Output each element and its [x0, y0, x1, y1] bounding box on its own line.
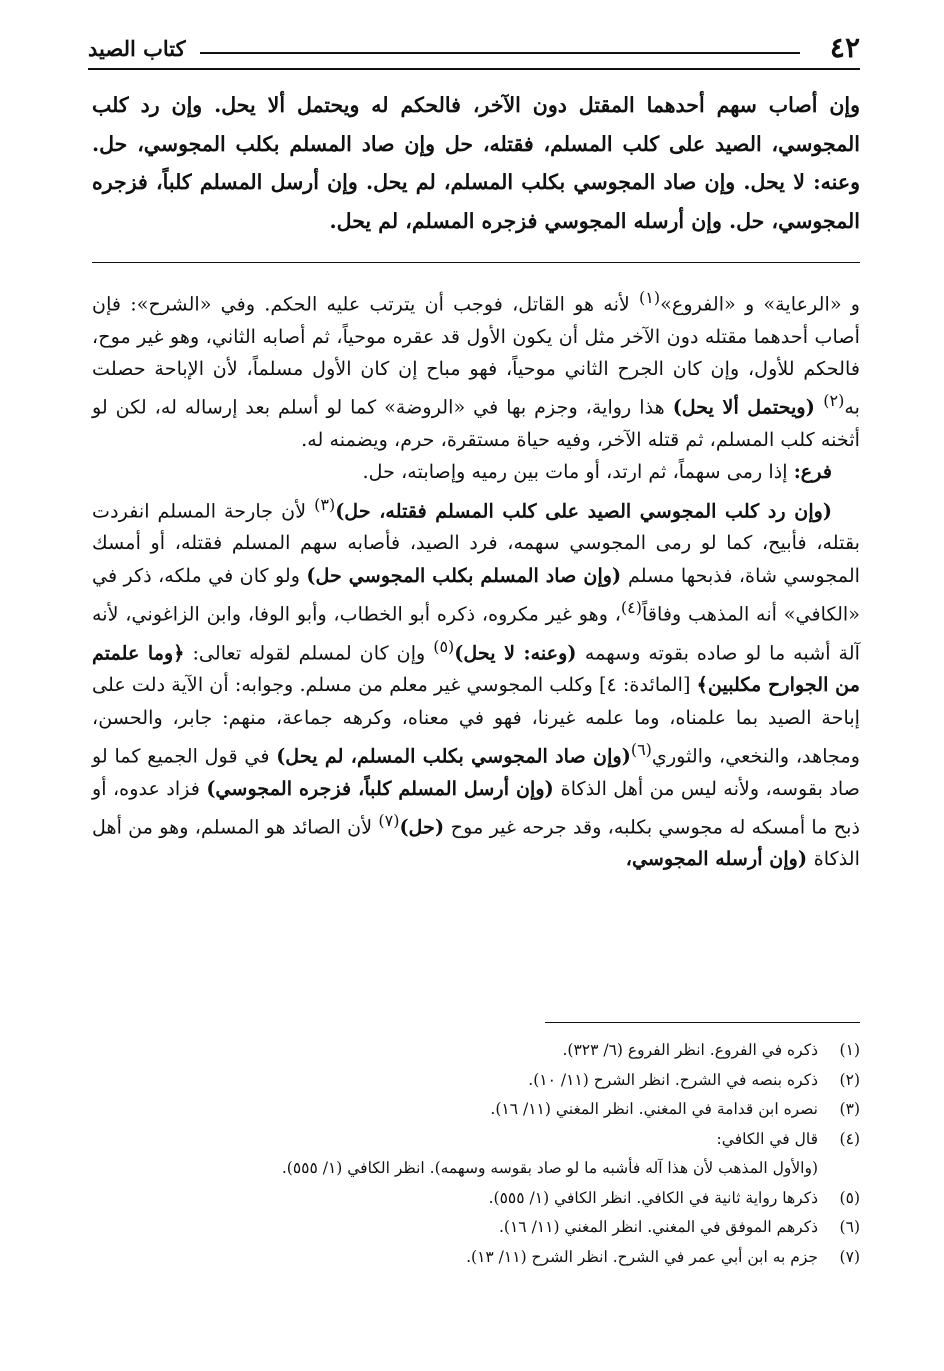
footnote-ref[interactable]: (٥) — [433, 636, 455, 656]
page-header — [88, 30, 860, 70]
text-commentary-separator — [92, 262, 860, 263]
footnote-text: ذكره بنصه في الشرح. انظر الشرح (١١/ ١٠). — [528, 1070, 818, 1089]
footnote-number: (٧) — [839, 1247, 860, 1266]
footnote-ref[interactable]: (١) — [639, 288, 661, 307]
quran-quote: ﴿وما علمتم من الجوارح مكلبين﴾ — [92, 640, 861, 697]
commentary-paragraph-2 — [92, 456, 860, 488]
footnote-ref[interactable]: (٧) — [378, 810, 400, 830]
footnote-ref[interactable]: (٤) — [620, 597, 643, 617]
quoted-matn: (وإن أرسل المسلم كلباً، فزجره المجوسي) — [206, 776, 561, 800]
quoted-matn: (وعنه: لا يحل) — [454, 640, 585, 664]
quoted-matn: (وإن صاد المجوسي بكلب المسلم، لم يحل) — [276, 744, 631, 768]
commentary-text: في قول الجميع كما لو صاد بقوسه، ولأنه ليس من أهل الذكاة — [92, 744, 861, 800]
commentary-paragraph-1 — [92, 282, 860, 456]
footnote-text: جزم به ابن أبي عمر في الشرح. انظر الشرح (١١/ ١٣). — [466, 1247, 818, 1266]
commentary-text: [المائدة: ٤] وكلب المجوسي غير معلم من مسلم. وجوابه: أن الآية دلت على إباحة الصيد بما علمناه، وما علمه غيرنا، فهو في معناه، وكرهه جماعة، منهم: جابر، والحسن، ومجاهد، والنخعي، والثوري — [92, 673, 860, 768]
commentary-text: فزاد عدوه، أو ذبح ما أمسكه له مجوسي بكلبه، وقد جرحه غير موح — [92, 776, 860, 839]
branch-label: فرع: — [793, 460, 832, 484]
footnote-number: (٢) — [839, 1070, 860, 1089]
footnote-number: (٣) — [839, 1100, 860, 1118]
footnote-item — [92, 1243, 860, 1273]
commentary — [92, 282, 860, 876]
commentary-text: لأنه هو القاتل، فوجب أن يترتب عليه الحكم. وفي «الشرح»: فإن أصاب أحدهما مقتله دون الآخر مثل أن يكون الأول قد عقره موحياً، ثم أصابه الثاني، وهو غير موح، فالحكم للأول، وإن كان الجرح الثاني موحياً، فهو مباح إن كان الأول مسلماً، لأن الإباحة حصلت به — [92, 292, 860, 419]
commentary-text: وإن كان لمسلم لقوله تعالى: — [184, 640, 434, 664]
footnote-item — [92, 1066, 860, 1096]
footnote-separator — [545, 1022, 860, 1023]
footnote-number: (٤) — [839, 1129, 860, 1148]
footnote-item — [92, 1125, 860, 1155]
commentary-text: لأن جارحة المسلم انفردت بقتله، فأبيح، كما لو رمى المجوسي سهمه، فرد الصيد، فأصابه سهم المسلم فقتله، أو أمسك المجوسي شاة، فذبحها مسلم — [92, 498, 860, 587]
footnote-item — [92, 1184, 860, 1214]
footnote-item — [92, 1036, 860, 1066]
commentary-text: ، وهو غير مكروه، ذكره أبو الخطاب، وأبو الوفا، وابن الزاغوني، لأنه آلة أشبه ما لو صاده بقوته وسهمه — [92, 602, 860, 664]
commentary-text: و «الرعاية» و «الفروع» — [660, 292, 860, 316]
footnote-text: ذكرهم الموفق في المغني. انظر المغني (١١/ ١٦). — [499, 1218, 818, 1236]
quoted-matn: (وإن أرسله المجوسي، — [625, 847, 814, 871]
footnote-text: ذكره في الفروع. انظر الفروع (٦/ ٣٢٣). — [562, 1041, 818, 1059]
quoted-matn: (وإن صاد المسلم بكلب المجوسي حل) — [306, 563, 629, 587]
footnote-ref[interactable]: (٦) — [630, 739, 652, 759]
footnote-item — [92, 1095, 860, 1125]
footnote-text: قال في الكافي: — [716, 1129, 818, 1148]
quoted-matn: (ويحتمل ألا يحل) — [672, 395, 824, 419]
footnote-number: (١) — [839, 1041, 860, 1059]
header-underline — [88, 68, 860, 70]
footnotes — [92, 1036, 860, 1272]
footnote-number: (٥) — [839, 1188, 860, 1207]
footnote-text: ذكرها رواية ثانية في الكافي. انظر الكافي (١/ ٥٥٥). — [488, 1188, 818, 1207]
footnote-item — [92, 1213, 860, 1243]
footnote-number: (٦) — [839, 1218, 860, 1236]
footnote-text: نصره ابن قدامة في المغني. انظر المغني (١١/ ١٦). — [490, 1100, 818, 1118]
footnote-quote: (والأول المذهب لأن هذا آله فأشبه ما لو صاد بقوسه وسهمه). انظر الكافي (١/ ٥٥٥). — [281, 1159, 818, 1177]
quoted-matn: (وإن رد كلب المجوسي الصيد على كلب المسلم فقتله، حل) — [335, 498, 832, 522]
quoted-matn: (حل) — [399, 815, 451, 839]
commentary-paragraph-3 — [92, 489, 860, 876]
footnote-ref[interactable]: (٣) — [314, 494, 336, 514]
commentary-text: لأن الصائد هو المسلم، وهو من أهل الذكاة — [92, 815, 860, 871]
main-text: وإن أصاب سهم أحدهما المقتل دون الآخر، فالحكم له ويحتمل ألا يحل. وإن رد كلب المجوسي، الصيد على كلب المسلم، فقتله، حل وإن صاد المسلم بكلب المجوسي، حل. وعنه: لا يحل. وإن صاد المجوسي بكلب المسلم، لم يحل. وإن أرسل المسلم كلباً، فزجره المجوسي، حل. وإن أرسله المجوسي فزجره المسلم، لم يحل. — [92, 93, 860, 233]
header-rule — [200, 52, 800, 54]
chapter-title: كتاب الصيد — [88, 36, 186, 61]
page-number: ٤٢ — [829, 31, 860, 64]
commentary-text: هذا رواية، وجزم بها في «الروضة» كما لو أسلم بعد إرساله له، لكن لو أثخنه كلب المسلم، ثم قتله الآخر، وفيه حياة مستقرة، حرم، ويضمنه له. — [92, 395, 860, 451]
commentary-text: ولو كان في ملكه، ذكر في «الكافي» أنه المذهب وفاقاً — [92, 563, 860, 626]
footnote-ref[interactable]: (٢) — [823, 391, 845, 411]
commentary-text: إذا رمى سهماً، ثم ارتد، أو مات بين رميه وإصابته، حل. — [362, 460, 794, 484]
